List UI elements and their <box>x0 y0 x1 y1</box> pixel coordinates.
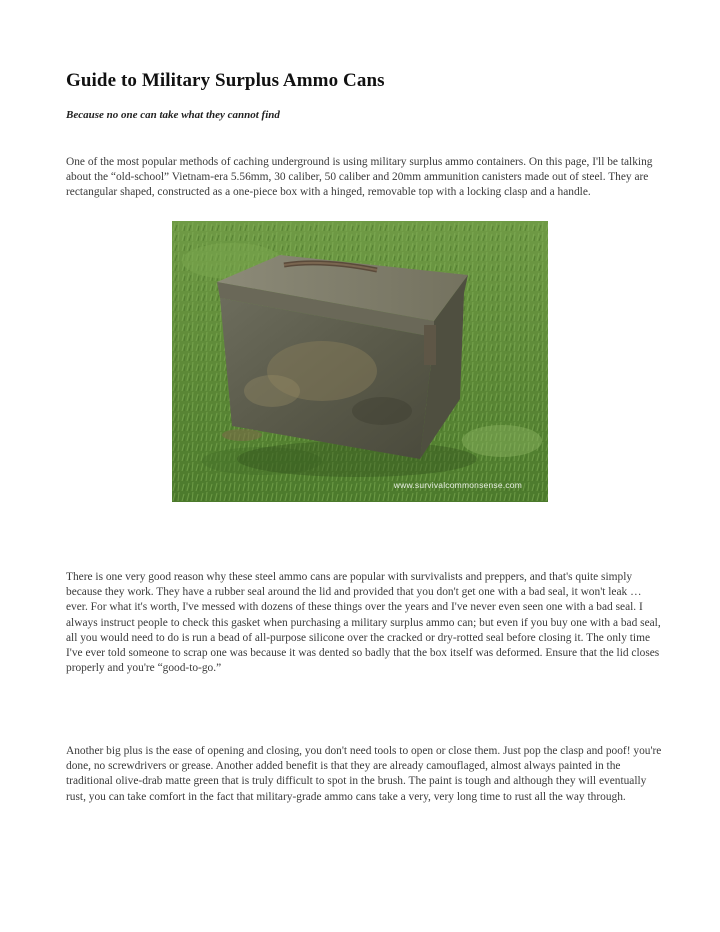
paragraph-seal: There is one very good reason why these steel ammo cans are popular with survivalists and preppers, and that's quite simply because they work. They have a rubber seal around the lid and provided that you don't get one with a bad seal, it won't leak … ever. For what it's worth, I've messed with dozens of these things over the years and I've never even seen one with a bad seal. I always instruct people to check this gasket when purchasing a military surplus ammo can; but even if you buy one with a bad seal, all you would need to do is run a bead of all-purpose silicone over the cracked or dry-rotted seal before closing it. The only time I've ever told someone to scrap one was because it was dented so badly that the box itself was deformed. Ensure that the lid closes properly and you're “good-to-go.” <box>66 571 661 675</box>
ammo-can-photo <box>172 221 548 502</box>
paragraph-ease: Another big plus is the ease of opening and closing, you don't need tools to open or close them. Just pop the clasp and poof! you're done, no screwdrivers or grease. Another added benefit is that they are already camouflaged, almost always painted in the traditional olive-drab matte green that is truly difficult to spot in the brush. The paint is tough and although they will eventually rust, you can take comfort in the fact that military-grade ammo cans take a very, very long time to rust all the way through. <box>66 745 662 803</box>
page-subtitle: Because no one can take what they cannot find <box>66 109 280 121</box>
paragraph-intro: One of the most popular methods of caching underground is using military surplus ammo containers. On this page, I'll be talking about the “old-school” Vietnam-era 5.56mm, 30 caliber, 50 caliber and 20mm ammunition canisters made out of steel. They are rectangular shaped, constructed as a one-piece box with a hinged, removable top with a locking clasp and a handle. <box>66 156 653 199</box>
photo-watermark: www.survivalcommonsense.com <box>393 480 522 490</box>
page-title: Guide to Military Surplus Ammo Cans <box>66 70 385 91</box>
